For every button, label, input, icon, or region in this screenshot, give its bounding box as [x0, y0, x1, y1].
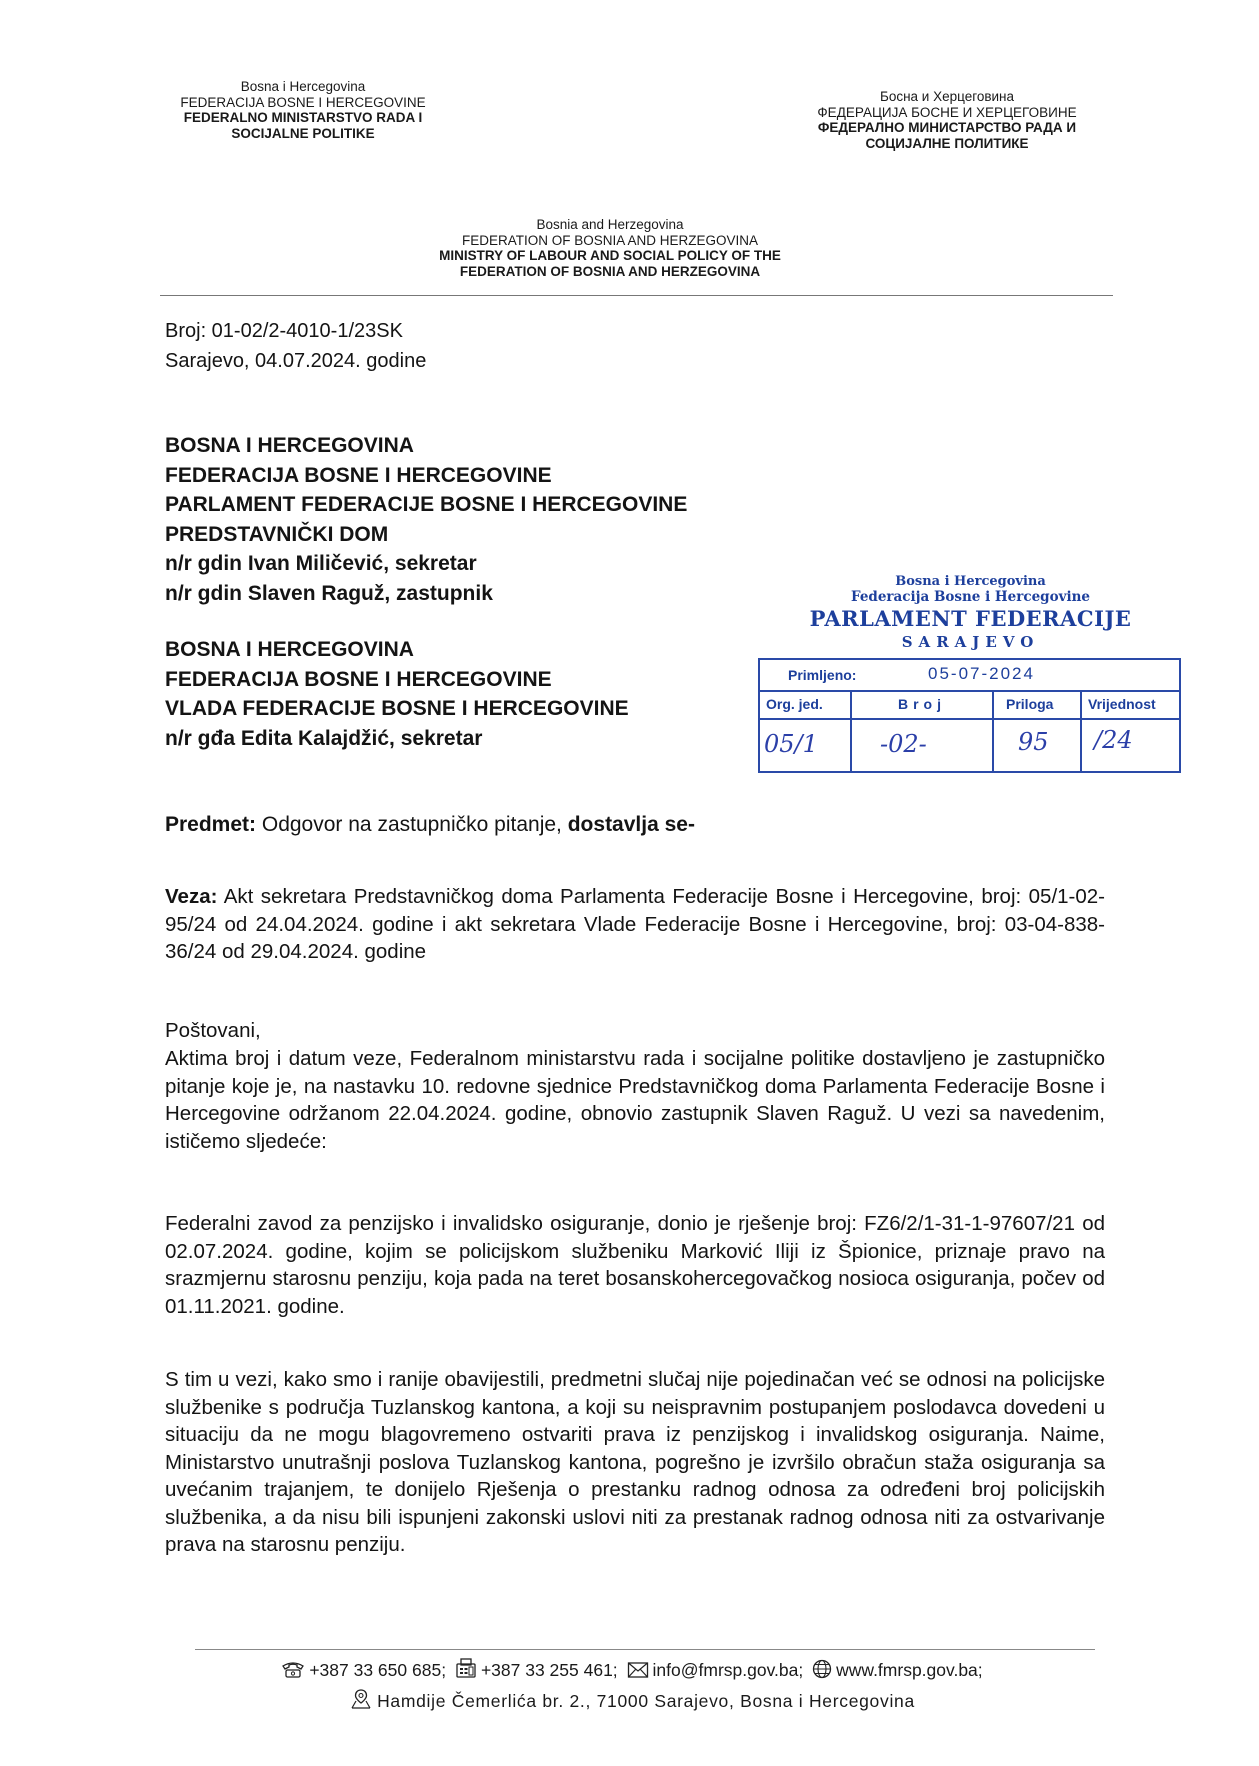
recipient-line: BOSNA I HERCEGOVINA [165, 638, 414, 661]
body-paragraph: Aktima broj i datum veze, Federalnom ministarstvu rada i socijalne politike dostavljeno je zastupničko pitanje koje je, na nastavku 10. redovne sjednice Predstavničkog doma Parlamenta Federacije Bosne i Hercegovine održanom 22.04.2024. godine, obnovio zastupnik Slaven Raguž. U vezi sa navedenim, ističemo sljedeće: [165, 1047, 1105, 1153]
mail-icon [627, 1661, 649, 1685]
recipient-block-government [165, 635, 629, 753]
veza-label: Veza: [165, 885, 218, 908]
phone-icon [281, 1659, 305, 1685]
stamp-country: Bosna i Hercegovina [895, 574, 1046, 589]
recipient-line: n/r gdin Ivan Miličević, sekretar [165, 552, 477, 575]
letterhead-left-line: FEDERACIJA BOSNE I HERCEGOVINE [180, 94, 426, 110]
reference-number: Broj: 01-02/2-4010-1/23SK [165, 320, 403, 342]
recipient-line: VLADA FEDERACIJE BOSNE I HERCEGOVINE [165, 697, 629, 720]
subject-label: Predmet: [165, 813, 257, 836]
recipient-line: PARLAMENT FEDERACIJE BOSNE I HERCEGOVINE [165, 493, 688, 516]
letterhead-left [148, 79, 458, 141]
letterhead-center [385, 217, 835, 279]
letterhead-center-line: MINISTRY OF LABOUR AND SOCIAL POLICY OF THE [439, 248, 781, 263]
recipient-line: n/r gđa Edita Kalajdžić, sekretar [165, 726, 483, 750]
subject-emphasis: dostavlja se- [567, 813, 695, 836]
stamp-table-divider [992, 690, 994, 771]
reception-stamp [758, 574, 1183, 779]
recipient-line: FEDERACIJA BOSNE I HERCEGOVINE [165, 463, 552, 487]
place-date: Sarajevo, 04.07.2024. godine [165, 350, 427, 372]
stamp-handwritten-value: -02- [880, 730, 927, 758]
reference-link [165, 883, 1105, 966]
footer-address-line [195, 1688, 1065, 1716]
footer-web[interactable]: www.fmrsp.gov.ba; [836, 1660, 983, 1680]
stamp-received-date: 05-07-2024 [928, 664, 1035, 683]
letterhead-right [782, 89, 1112, 151]
stamp-handwritten-value: 05/1 [764, 730, 818, 758]
footer-contact [195, 1657, 1065, 1685]
stamp-column-label: Vrijednost [1088, 696, 1156, 712]
footer-address: Hamdije Čemerlića br. 2., 71000 Sarajevo, Bosna i Hercegovina [377, 1691, 915, 1711]
location-icon [349, 1688, 373, 1716]
letterhead-center-line: FEDERATION OF BOSNIA AND HERZEGOVINA [459, 263, 761, 279]
subject-line [165, 812, 695, 838]
stamp-table-divider [760, 690, 1179, 692]
globe-icon [812, 1659, 832, 1685]
fax-icon [455, 1657, 477, 1685]
recipient-line: FEDERACIJA BOSNE I HERCEGOVINE [165, 667, 552, 691]
veza-text: Akt sekretara Predstavničkog doma Parlamenta Federacije Bosne i Hercegovine, broj: 05/1-02-95/24 od 24.04.2024. godine i akt sekretara Vlade Federacije Bosne i Hercegovine, broj: 03-04-838-36/24 od 29.04.2024. godine [165, 885, 1105, 963]
letterhead-divider [160, 295, 1113, 296]
stamp-handwritten-value: /24 [1094, 726, 1133, 754]
letterhead-right-line: ФЕДЕРАЛНО МИНИСТАРСТВО РАДА И [817, 120, 1077, 135]
stamp-city: SARAJEVO [901, 633, 1040, 651]
letterhead-right-line: ФЕДЕРАЦИЈА БОСНЕ И ХЕРЦЕГОВИНЕ [817, 104, 1077, 120]
letterhead-center-line: Bosnia and Herzegovina [536, 217, 684, 232]
letterhead-left-line: SOCIJALNE POLITIKE [231, 125, 375, 141]
body-paragraph: Federalni zavod za penzijsko i invalidsko osiguranje, donio je rješenje broj: FZ6/2/1-31-1-97607/21 od 02.07.2024. godine, kojim se policijskom službeniku Marković Iliji iz Špionice, priznaje pravo na srazmjernu starosnu penziju, koja pada na teret bosanskohercegovačkog nosioca osiguranja, počev od 01.11.2021. godine. [165, 1212, 1105, 1318]
letterhead-left-line: Bosna i Hercegovina [240, 79, 366, 94]
footer-divider [195, 1649, 1095, 1650]
stamp-received-label: Primljeno: [788, 667, 857, 683]
letterhead-right-line: Босна и Херцеговина [879, 89, 1015, 104]
recipient-line: PREDSTAVNIČKI DOM [165, 522, 389, 546]
letterhead-left-line: FEDERALNO MINISTARSTVO RADA I [183, 110, 423, 125]
stamp-table-divider [760, 718, 1179, 720]
recipient-line: BOSNA I HERCEGOVINA [165, 434, 414, 457]
stamp-table [758, 658, 1181, 773]
stamp-column-label: Priloga [1006, 696, 1054, 712]
stamp-institution: PARLAMENT FEDERACIJE [809, 606, 1132, 631]
stamp-federation: Federacija Bosne i Hercegovine [850, 589, 1091, 605]
footer-fax: +387 33 255 461; [480, 1660, 618, 1680]
footer-email[interactable]: info@fmrsp.gov.ba; [652, 1660, 804, 1680]
subject-text: Odgovor na zastupničko pitanje, [256, 813, 568, 836]
footer-phone: +387 33 650 685; [309, 1660, 447, 1680]
greeting: Poštovani, [165, 1019, 261, 1042]
recipient-block-parliament [165, 431, 687, 608]
letterhead-right-line: СОЦИЈАЛНЕ ПОЛИТИКЕ [865, 135, 1029, 151]
stamp-handwritten-value: 95 [1018, 728, 1049, 756]
letterhead-center-line: FEDERATION OF BOSNIA AND HERZEGOVINA [461, 232, 759, 248]
body-paragraph: S tim u vezi, kako smo i ranije obavijestili, predmetni slučaj nije pojedinačan već se odnosi na policijske službenike s područja Tuzlanskog kantona, a koji su neispravnim postupanjem poslodavca dovedeni u situaciju da ne mogu blagovremeno ostvariti prava iz penzijskog i invalidskog osiguranja. Naime, Ministarstvo unutrašnji poslova Tuzlanskog kantona, pogrešno je izvršilo obračun staža osiguranja sa uvećanim trajanjem, te donijelo Rješenja o prestanku radnog odnosa za određeni broj policijskih službenika, a da nisu bili ispunjeni zakonski uslovi niti za prestanak radnog odnosa niti za ostvarivanje prava na starosnu penziju. [165, 1368, 1105, 1556]
stamp-table-divider [850, 690, 852, 771]
recipient-line: n/r gdin Slaven Raguž, zastupnik [165, 581, 493, 605]
stamp-column-label: Org. jed. [766, 696, 823, 712]
stamp-table-divider [1080, 690, 1082, 771]
stamp-column-label: Broj [898, 696, 946, 712]
